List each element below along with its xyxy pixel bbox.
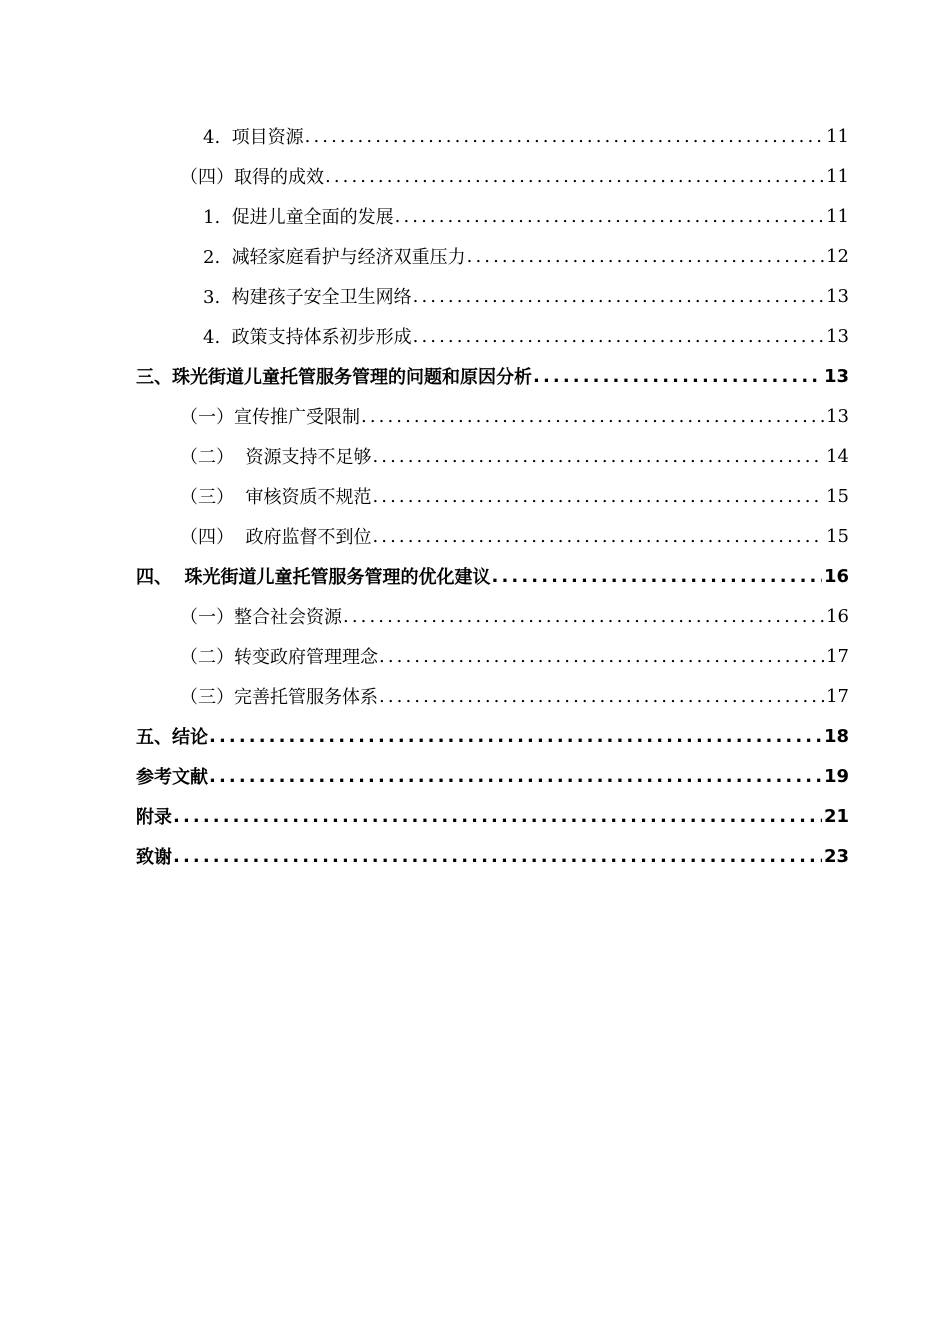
toc-entry-page: 13: [826, 325, 849, 347]
toc-dot-leader: [372, 446, 824, 467]
toc-dot-leader: [492, 566, 822, 587]
toc-entry: [0, 356, 950, 396]
toc-entry: [0, 116, 950, 156]
toc-entry-page: 12: [826, 245, 849, 267]
toc-entry: [0, 636, 950, 676]
toc-entry: [0, 716, 950, 756]
toc-entry-page: 11: [826, 205, 849, 227]
toc-entry-title: （三） 审核资质不规范: [180, 487, 372, 508]
toc-entry: [0, 676, 950, 716]
toc-entry: [0, 556, 950, 596]
toc-entry-page: 19: [823, 765, 849, 787]
toc-entry: [0, 236, 950, 276]
toc-dot-leader: [343, 606, 824, 627]
toc-entry: [0, 596, 950, 636]
toc-entry: [0, 396, 950, 436]
toc-entry-title: （四） 政府监督不到位: [180, 527, 372, 548]
toc-dot-leader: [209, 726, 822, 747]
toc-entry-page: 23: [823, 845, 849, 867]
toc-entry-page: 14: [826, 445, 849, 467]
toc-entry-title: 三、珠光街道儿童托管服务管理的问题和原因分析: [136, 367, 532, 388]
toc-entry-title: （三）完善托管服务体系: [180, 687, 378, 708]
toc-entry: [0, 836, 950, 876]
toc-dot-leader: [173, 806, 822, 827]
toc-dot-leader: [209, 766, 822, 787]
toc-entry: [0, 156, 950, 196]
toc-entry-title: （一）整合社会资源: [180, 607, 342, 628]
toc-dot-leader: [372, 486, 824, 507]
toc-entry-title: （一）宣传推广受限制: [180, 407, 360, 428]
toc-entry-page: 13: [823, 365, 849, 387]
toc-dot-leader: [533, 366, 822, 387]
toc-entry-page: 15: [826, 525, 849, 547]
toc-entry-title: 四、 珠光街道儿童托管服务管理的优化建议: [136, 567, 491, 588]
toc-dot-leader: [467, 246, 824, 267]
toc-entry-page: 16: [823, 565, 849, 587]
toc-entry-page: 13: [826, 285, 849, 307]
toc-entry-title: 参考文献: [136, 767, 208, 788]
toc-entry: [0, 516, 950, 556]
toc-dot-leader: [305, 126, 824, 147]
toc-dot-leader: [372, 526, 824, 547]
toc-entry-page: 17: [826, 685, 849, 707]
toc-entry-title: （四）取得的成效: [180, 167, 324, 188]
toc-entry: [0, 476, 950, 516]
toc-dot-leader: [413, 286, 824, 307]
toc-entry: [0, 196, 950, 236]
toc-dot-leader: [361, 406, 824, 427]
toc-entry-title: 五、结论: [136, 727, 208, 748]
toc-entry: [0, 316, 950, 356]
toc-dot-leader: [379, 646, 824, 667]
toc-dot-leader: [395, 206, 824, 227]
toc-entry-page: 11: [826, 165, 849, 187]
toc-entry-title: （二） 资源支持不足够: [180, 447, 372, 468]
toc-entry-title: 1. 促进儿童全面的发展: [203, 207, 394, 228]
toc-entry-title: 附录: [136, 807, 172, 828]
toc-entry-title: 4. 政策支持体系初步形成: [203, 327, 412, 348]
toc-entry: [0, 276, 950, 316]
toc-entry-page: 17: [826, 645, 849, 667]
toc-entry-page: 11: [826, 125, 849, 147]
toc-entry-title: 2. 减轻家庭看护与经济双重压力: [203, 247, 466, 268]
toc-entry-page: 16: [826, 605, 849, 627]
toc-dot-leader: [379, 686, 824, 707]
toc-entry-title: （二）转变政府管理理念: [180, 647, 378, 668]
toc-dot-leader: [413, 326, 824, 347]
toc-entry: [0, 436, 950, 476]
toc-entry-title: 致谢: [136, 847, 172, 868]
toc-entry-page: 13: [826, 405, 849, 427]
table-of-contents: [0, 116, 950, 876]
toc-entry: [0, 796, 950, 836]
toc-entry-page: 15: [826, 485, 849, 507]
toc-dot-leader: [325, 166, 824, 187]
toc-entry-page: 21: [823, 805, 849, 827]
toc-entry-page: 18: [823, 725, 849, 747]
toc-entry-title: 4. 项目资源: [203, 127, 304, 148]
toc-entry-title: 3. 构建孩子安全卫生网络: [203, 287, 412, 308]
toc-dot-leader: [173, 846, 822, 867]
toc-entry: [0, 756, 950, 796]
